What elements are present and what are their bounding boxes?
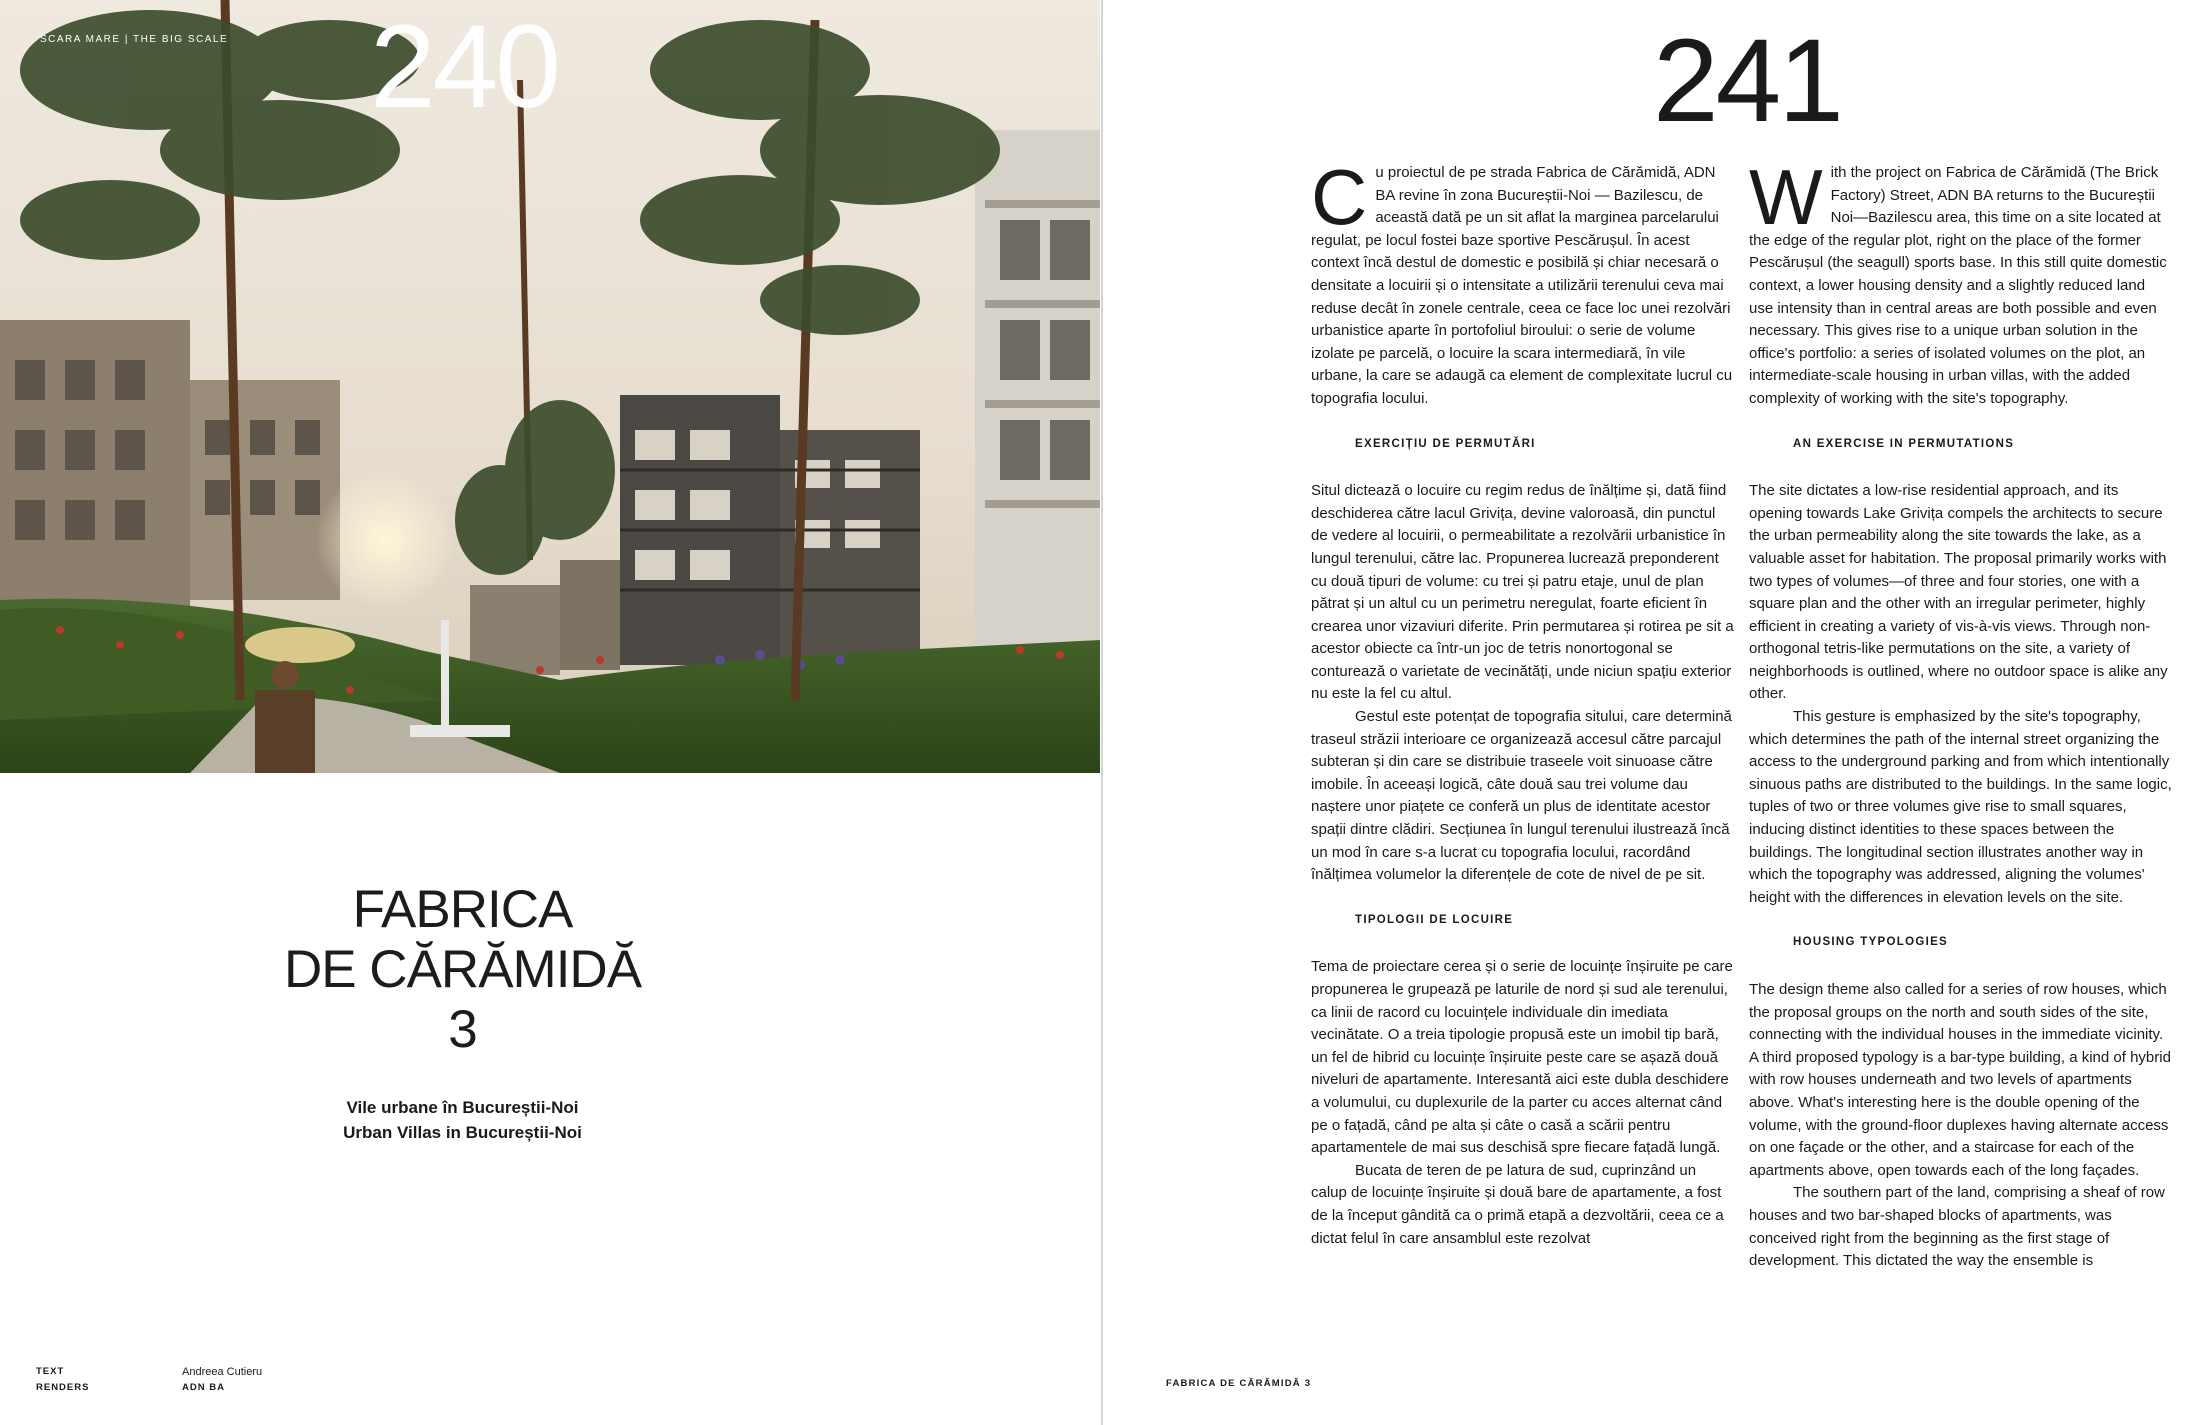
right-page xyxy=(1103,0,2200,1425)
credit-label-text: TEXT xyxy=(36,1366,65,1377)
body-paragraph-en-2: This gesture is emphasized by the site's topography, which determines the path of the internal street organizing the access to the underground parking and from which intentionally sinuous paths are distributed to the buildings. In the same logic, tuples of two or three volumes give rise to small squares, inducing distinct identities to these spaces between the buildings. The longitudinal section illustrates another way in which the topography was addressed, aligning the volumes' height with the differences in elevation levels on the site. xyxy=(1749,708,2172,906)
dropcap-ro: C xyxy=(1311,153,1368,241)
body-paragraph-ro-2: Gestul este potențat de topografia sitului, care determină traseul străzii interioare ce organizează accesul către parcajul subteran și din care se distribuie traseele voit sinuoase către imobile. În aceeași logică, câte două sau trei volume dau naștere unor piațete ce conferă un plus de identitate acestor spații dintre clădiri. Secțiunea în lungul terenului ilustrează încă un mod în care s-a lucrat cu topografia locului, racordând înălțimea volumelor la diferențele de cote de nivel de pe sit. xyxy=(1311,708,1732,884)
credit-labels xyxy=(36,1364,89,1396)
body-paragraph-ro-3: Tema de proiectare cerea și o serie de locuințe înșiruite pe care propunerea le grupează pe laturile de nord și sud ale terenului, ca linii de racord cu locuințele individuale din imediata vecinătate. O a treia tipologie propusă este un imobil tip bară, un fel de hibrid cu locuințe înșiruite peste care se așază două niveluri de apartamente. Interesantă aici este dubla deschidere a volumului, cu duplexurile de la parter cu acces alternat când pe o fațadă, când pe alta și câte o casă a scării pentru apartamentele de mai sus deschisă spre fiecare fațadă lungă. xyxy=(1311,958,1733,1157)
subtitle-en: Urban Villas in Bucureștii-Noi xyxy=(343,1123,582,1142)
section-heading-ro-2: TIPOLOGII DE LOCUIRE xyxy=(1355,913,1514,926)
dropcap-en: W xyxy=(1749,153,1823,241)
title-line-1: FABRICA xyxy=(352,880,573,939)
body-paragraph-ro-1: Situl dictează o locuire cu regim redus de înălțime și, dată fiind deschiderea către lacul Grivița, devine valoroasă, din punctul de vedere al locuirii, o permeabilitate a rezolvării urbanistice în lungul terenului, către lac. Propunerea lucrează preponderent cu două tipuri de volume: cu trei și patru etaje, unul de plan pătrat și un altul cu un perimetru neregulat, foarte eficient în crearea unor vizaviuri diferite. Prin permutarea și rotirea pe sit a acestor obiecte ca într-un joc de tetris nonortogonal se conturează o varietate de vecinătăți, unde niciun spațiu exterior nu este la fel cu altul. xyxy=(1311,482,1734,703)
intro-paragraph-ro xyxy=(1311,153,1735,411)
article-title-block xyxy=(200,880,725,1145)
body-paragraph-en-3: The design theme also called for a series of row houses, which the proposal groups on the north and south sides of the site, connecting with the individual houses in the immediate vicinity. A third proposed typology is a bar-type building, a kind of hybrid with row houses underneath and two levels of apartments above. What's interesting here is the double opening of the volume, with the ground-floor duplexes having alternate access on one façade or the other, and a staircase for each of the apartments above, open towards each of the long façades. xyxy=(1749,981,2171,1179)
intro-text-en: ith the project on Fabrica de Cărămidă (The Brick Factory) Street, ADN BA returns to the Bucureștii Noi—Bazilescu area, this time on a site located at the edge of the regular plot, right on the place of the former Pescărușul (the seagull) sports base. In this still quite domestic context, a lower housing density and a slightly reduced land use intensity than in central areas are both possible and even necessary. This gives rise to a unique urban solution in the office's portfolio: a series of isolated volumes on the plot, an intermediate-scale housing in urban villas, with the added complexity of working with the site's topography. xyxy=(1749,164,2167,407)
section-heading-en-1: AN EXERCISE IN PERMUTATIONS xyxy=(1793,437,2015,450)
subtitle xyxy=(200,1095,725,1145)
credit-label-renders: RENDERS xyxy=(36,1382,90,1393)
section-heading-en-2: HOUSING TYPOLOGIES xyxy=(1793,936,1949,949)
body-paragraph-en-4: The southern part of the land, comprising a sheaf of row houses and two bar-shaped blocks of apartments, was conceived right from the beginning as the first stage of development. This dictated the way the ensemble is xyxy=(1749,1184,2165,1270)
column-romanian xyxy=(1311,153,1735,1250)
title-line-2: DE CĂRĂMIDĂ xyxy=(283,940,642,999)
body-paragraph-ro-4: Bucata de teren de pe latura de sud, cuprinzând un calup de locuințe înșiruite și două bare de apartamente, a fost de la început gândită ca o primă etapă a dezvoltării, ceea ce a dictat felul în care ansamblul este rezolvat xyxy=(1311,1161,1724,1247)
title-line-3: 3 xyxy=(448,1000,477,1059)
column-english xyxy=(1749,153,2173,1273)
running-footer: FABRICA DE CĂRĂMIDĂ 3 xyxy=(1166,1378,1312,1389)
section-heading-ro-1: EXERCIȚIU DE PERMUTĂRI xyxy=(1355,437,1536,450)
credit-values xyxy=(182,1364,262,1396)
subtitle-ro: Vile urbane în Bucureștii-Noi xyxy=(346,1098,579,1117)
page-number-left: 240 xyxy=(370,1,558,133)
section-tag: SCARA MARE | THE BIG SCALE xyxy=(40,34,229,45)
body-paragraph-en-1: The site dictates a low-rise residential approach, and its opening towards Lake Grivița compels the architects to secure the urban permeability along the site towards the lake, as a valuable asset for habitation. The proposal primarily works with two types of volumes—of three and four stories, one with a square plan and the other with an irregular perimeter, highly efficient in creating a variety of vis-à-vis views. Through non-orthogonal tetris-like permutations on the site, a variety of neighborhoods is outlined, where no outdoor space is alike any other. xyxy=(1749,482,2168,703)
intro-text-ro: u proiectul de pe strada Fabrica de Cărămidă, ADN BA revine în zona Bucureștii-Noi — Bazilescu, de această dată pe un sit aflat la marginea parcelarului regulat, pe locul fostei baze sportive Pescărușul. În acest context încă destul de domestic e posibilă și chiar necesară o densitate a locuirii și o intensitate a utilizării terenului ceva mai reduse decât în zonele centrale, ceea ce face loc unei rezolvări urbanistice aparte în portofoliul biroului: o serie de volume izolate pe parcelă, o locuire la scara intermediară, în vile urbane, la care se adaugă ca element de complexitate lucrul cu topografia locului. xyxy=(1311,164,1733,407)
page-number-right: 241 xyxy=(1653,15,1841,147)
intro-paragraph-en xyxy=(1749,153,2173,411)
credit-renders-author: ADN BA xyxy=(182,1382,225,1393)
credit-author: Andreea Cutieru xyxy=(182,1366,263,1378)
